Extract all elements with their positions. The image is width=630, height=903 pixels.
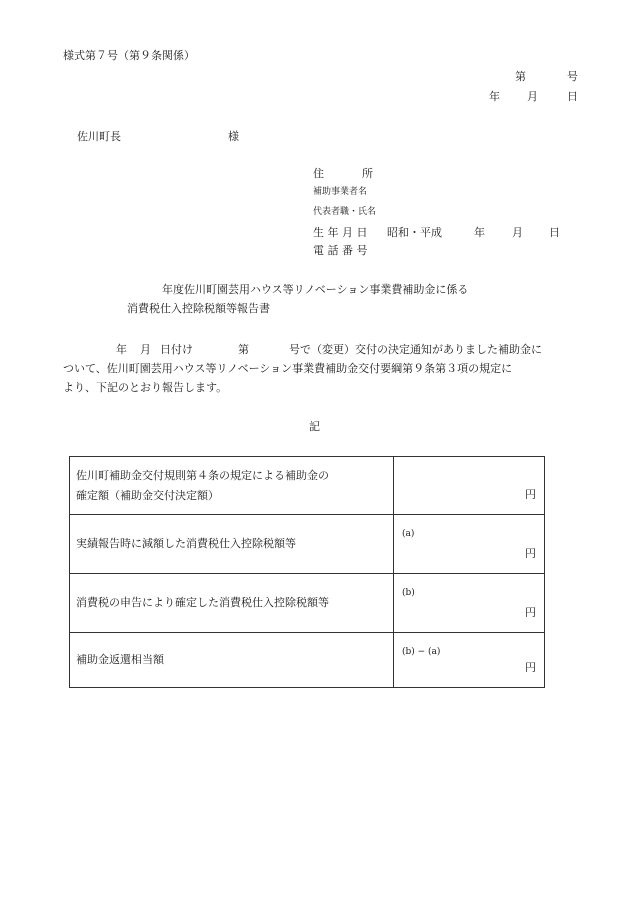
- report-title-line1: 年度佐川町園芸用ハウス等リノベーション事業費補助金に係る: [162, 283, 469, 296]
- birthdate-label: 生 年 月 日: [313, 226, 368, 239]
- recipient: 佐川町長: [77, 130, 121, 143]
- amount-cell: [394, 633, 545, 688]
- yen-unit: 円: [525, 546, 536, 560]
- amount-cell: [394, 515, 545, 574]
- report-title-line2: 消費税仕入控除税額等報告書: [127, 302, 270, 315]
- birth-day: 日: [549, 226, 560, 239]
- amount-cell: [394, 457, 545, 515]
- representative-label: 代表者職・氏名: [313, 207, 377, 217]
- body-line-3: より、下記のとおり報告します。: [63, 381, 228, 394]
- form-number: 様式第７号（第９条関係）: [63, 49, 195, 62]
- date-day: 日: [567, 90, 578, 103]
- row-label-line: 実績報告時に減額した消費税仕入控除税額等: [76, 537, 296, 550]
- yen-unit: 円: [525, 487, 536, 501]
- birth-month: 月: [512, 226, 523, 239]
- table-row: [70, 457, 545, 515]
- date-month: 月: [527, 90, 538, 103]
- notice-number-prefix: 第: [238, 343, 249, 356]
- row-label: [70, 633, 394, 688]
- body-line-2: ついて、佐川町園芸用ハウス等リノベーション事業費補助金交付要綱第９条第３項の規定に: [63, 362, 513, 375]
- date-year: 年: [489, 90, 500, 103]
- row-label-line: 佐川町補助金交付規則第４条の規定による補助金の: [76, 468, 329, 482]
- table-row: [70, 574, 545, 633]
- document-number-suffix: 号: [567, 70, 578, 83]
- address-label-2: 所: [362, 167, 373, 180]
- phone-label: 電 話 番 号: [313, 244, 368, 257]
- yen-unit: 円: [525, 660, 536, 674]
- row-label-line: 確定額（補助金交付決定額）: [76, 488, 219, 502]
- row-label: [70, 457, 394, 515]
- birth-year: 年: [474, 226, 485, 239]
- notice-year: 年: [116, 343, 127, 356]
- document-number-prefix: 第: [515, 70, 526, 83]
- ki-heading: 記: [309, 420, 320, 433]
- honorific: 様: [228, 130, 239, 143]
- table-row: [70, 515, 545, 574]
- row-label-line: 消費税の申告により確定した消費税仕入控除税額等: [76, 596, 329, 609]
- address-label-1: 住: [313, 167, 324, 180]
- notice-text: 号で（変更）交付の決定通知がありました補助金に: [289, 343, 542, 356]
- table-row: [70, 633, 545, 688]
- row-label: [70, 574, 394, 633]
- cell-note: (b): [402, 588, 415, 598]
- notice-month: 月: [140, 343, 151, 356]
- row-label: [70, 515, 394, 574]
- cell-note: (b) − (a): [402, 647, 441, 657]
- amount-table: [69, 456, 545, 688]
- notice-dated: 日付け: [160, 343, 193, 356]
- row-label-line: 補助金返還相当額: [76, 653, 164, 666]
- era-options: 昭和・平成: [387, 226, 442, 239]
- yen-unit: 円: [525, 605, 536, 619]
- cell-note: (a): [402, 529, 415, 539]
- amount-cell: [394, 574, 545, 633]
- business-name-label: 補助事業者名: [313, 187, 368, 197]
